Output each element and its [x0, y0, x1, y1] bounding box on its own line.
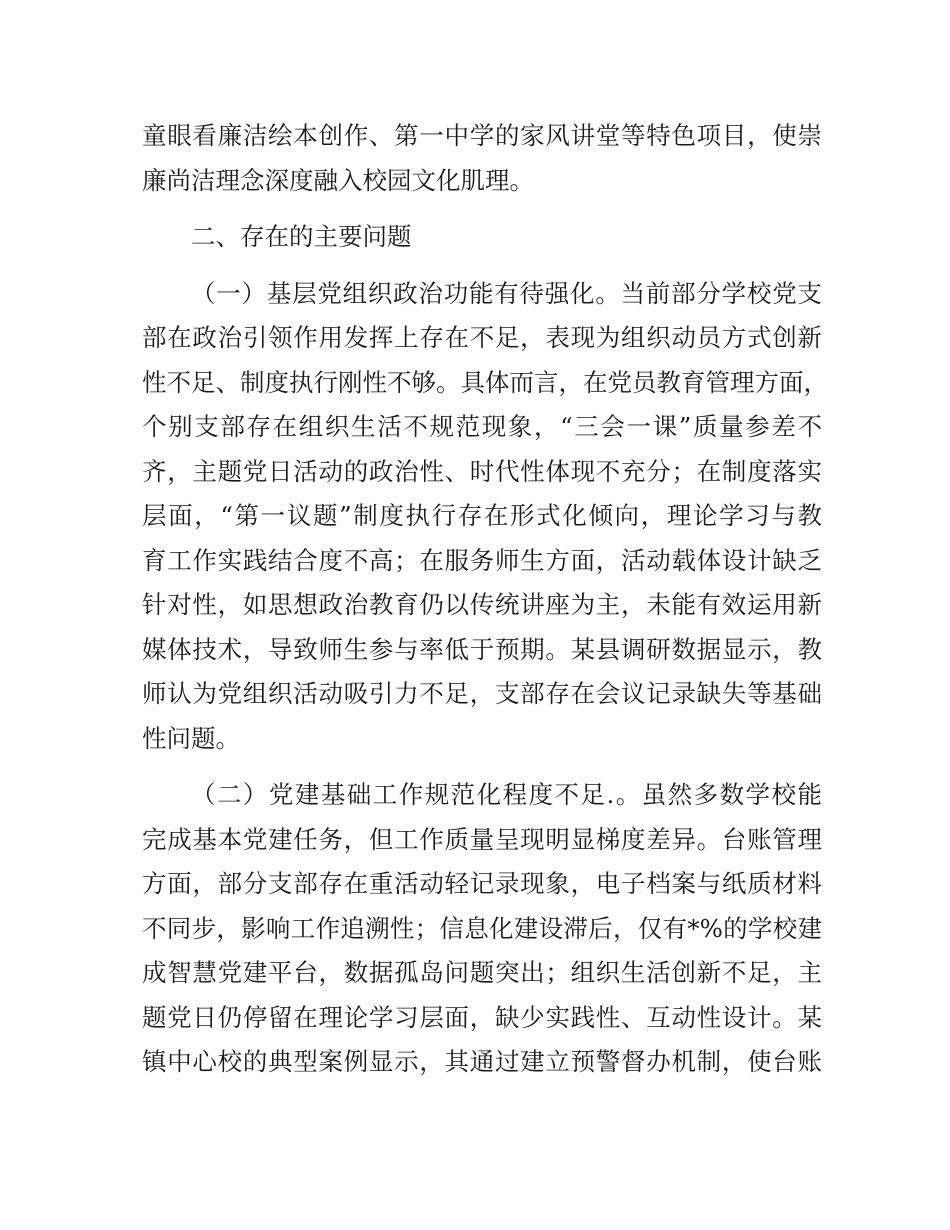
text-line: （二）党建基础工作规范化程度不足.。虽然多数学校能	[191, 780, 822, 809]
section-heading	[142, 215, 822, 260]
text-line: 个别支部存在组织生活不规范现象，“三会一课”质量参差不	[142, 412, 822, 441]
paragraph-problem-2	[142, 773, 822, 1085]
text-line: 成智慧党建平台，数据孤岛问题突出；组织生活创新不足，主	[142, 958, 822, 987]
text-line: 部在政治引领作用发挥上存在不足，表现为组织动员方式创新	[142, 323, 822, 352]
text-line: 廉尚洁理念深度融入校园文化肌理。	[142, 165, 534, 195]
text-line: 媒体技术，导致师生参与率低于预期。某县调研数据显示，教	[142, 634, 822, 664]
text-line: 性问题。	[142, 723, 240, 753]
text-line: 师认为党组织活动吸引力不足，支部存在会议记录缺失等基础	[142, 679, 822, 708]
body-text	[142, 114, 828, 1085]
text-line: 完成基本党建任务，但工作质量呈现明显梯度差异。台账管理	[142, 824, 822, 854]
text-line: 不同步，影响工作追溯性；信息化建设滞后，仅有*%的学校建	[142, 913, 822, 943]
text-line: 层面，“第一议题”制度执行存在形式化倾向，理论学习与教	[142, 501, 822, 530]
text-line: 针对性，如思想政治教育仍以传统讲座为主，未能有效运用新	[142, 590, 822, 619]
text-line: 性不足、制度执行刚性不够。具体而言，在党员教育管理方面，	[142, 367, 828, 397]
text-line: 题党日仍停留在理论学习层面，缺少实践性、互动性设计。某	[142, 1002, 822, 1032]
text-line: 方面，部分支部存在重活动轻记录现象，电子档案与纸质材料	[142, 869, 822, 898]
text-line: 育工作实践结合度不高；在服务师生方面，活动载体设计缺乏	[142, 545, 822, 575]
text-line: （一）基层党组织政治功能有待强化。当前部分学校党支	[191, 278, 822, 308]
text-line: 童眼看廉洁绘本创作、第一中学的家风讲堂等特色项目，使崇	[142, 121, 822, 150]
section-heading-text: 二、存在的主要问题	[191, 222, 412, 251]
paragraph-intro-continuation	[142, 114, 822, 203]
text-line: 镇中心校的典型案例显示，其通过建立预警督办机制，使台账	[142, 1047, 822, 1076]
paragraph-problem-1	[142, 272, 828, 762]
text-line: 齐，主题党日活动的政治性、时代性体现不充分；在制度落实	[142, 456, 822, 486]
